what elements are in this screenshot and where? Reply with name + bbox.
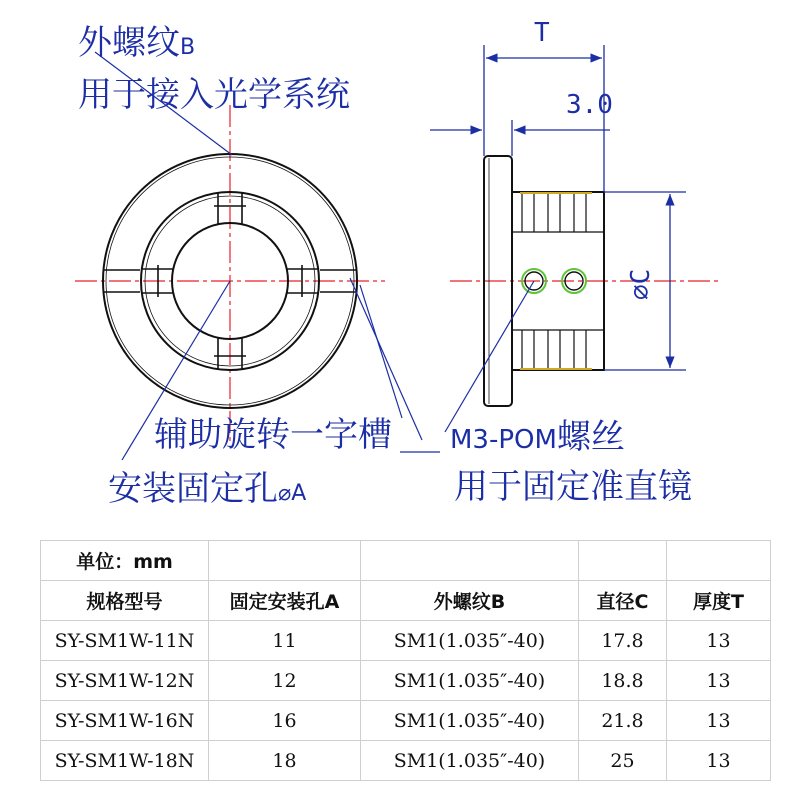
front-view bbox=[75, 105, 385, 445]
table-row-cell: SY-SM1W-18N bbox=[41, 741, 209, 781]
table-row-cell: SM1(1.035″-40) bbox=[361, 621, 579, 661]
thread-b-suffix: B bbox=[180, 35, 196, 60]
table-row-cell: 25 bbox=[579, 741, 667, 781]
table-row-cell: SM1(1.035″-40) bbox=[361, 741, 579, 781]
screw-label bbox=[450, 417, 625, 457]
table-row-cell: SM1(1.035″-40) bbox=[361, 661, 579, 701]
header-row-cell: 规格型号 bbox=[41, 581, 209, 621]
unit-row-cell: 单位：mm bbox=[41, 541, 209, 581]
slot-label: 辅助旋转一字槽 bbox=[154, 415, 392, 455]
unit-row-cell bbox=[579, 541, 667, 581]
table-row bbox=[41, 621, 771, 661]
table-row bbox=[41, 741, 771, 781]
mount-hole-text: 安装固定孔 bbox=[108, 469, 278, 509]
header-row-cell: 直径C bbox=[579, 581, 667, 621]
screw-model: M3-POM bbox=[450, 425, 557, 455]
dimension-flange bbox=[430, 120, 610, 156]
table-row-cell: 17.8 bbox=[579, 621, 667, 661]
table-row-cell: 13 bbox=[667, 621, 771, 661]
table-row-cell: 18 bbox=[209, 741, 361, 781]
table-row-cell: 16 bbox=[209, 701, 361, 741]
header-row-cell: 固定安装孔A bbox=[209, 581, 361, 621]
dimension-t-label: T bbox=[534, 18, 550, 48]
dimension-flange-label: 3.0 bbox=[566, 90, 613, 120]
thread-b-text: 外螺纹 bbox=[78, 23, 180, 63]
unit-row-cell bbox=[667, 541, 771, 581]
header-row-cell: 厚度T bbox=[667, 581, 771, 621]
optical-system-label: 用于接入光学系统 bbox=[78, 75, 350, 115]
table-row-cell: 13 bbox=[667, 661, 771, 701]
table-row-cell: 21.8 bbox=[579, 701, 667, 741]
table-row bbox=[41, 661, 771, 701]
mount-hole-suffix: ⌀A bbox=[278, 481, 307, 506]
table-row-cell: 11 bbox=[209, 621, 361, 661]
table-row-cell: 18.8 bbox=[579, 661, 667, 701]
header-row-cell: 外螺纹B bbox=[361, 581, 579, 621]
screw-suffix: 螺丝 bbox=[556, 417, 625, 457]
dimension-diameter-label: ⌀C bbox=[626, 268, 656, 300]
spec-table bbox=[40, 540, 771, 781]
thread-b-label bbox=[78, 23, 196, 63]
table-row-cell: SM1(1.035″-40) bbox=[361, 701, 579, 741]
collimator-label: 用于固定准直镜 bbox=[454, 467, 692, 507]
unit-row bbox=[41, 541, 771, 581]
spec-table-body bbox=[41, 541, 771, 781]
table-row-cell: SY-SM1W-11N bbox=[41, 621, 209, 661]
table-row-cell: 12 bbox=[209, 661, 361, 701]
mount-hole-label bbox=[108, 469, 307, 509]
unit-row-cell bbox=[209, 541, 361, 581]
table-row-cell: SY-SM1W-12N bbox=[41, 661, 209, 701]
table-row-cell: 13 bbox=[667, 701, 771, 741]
header-row bbox=[41, 581, 771, 621]
unit-row-cell bbox=[361, 541, 579, 581]
table-row-cell: SY-SM1W-16N bbox=[41, 701, 209, 741]
table-row-cell: 13 bbox=[667, 741, 771, 781]
table-row bbox=[41, 701, 771, 741]
